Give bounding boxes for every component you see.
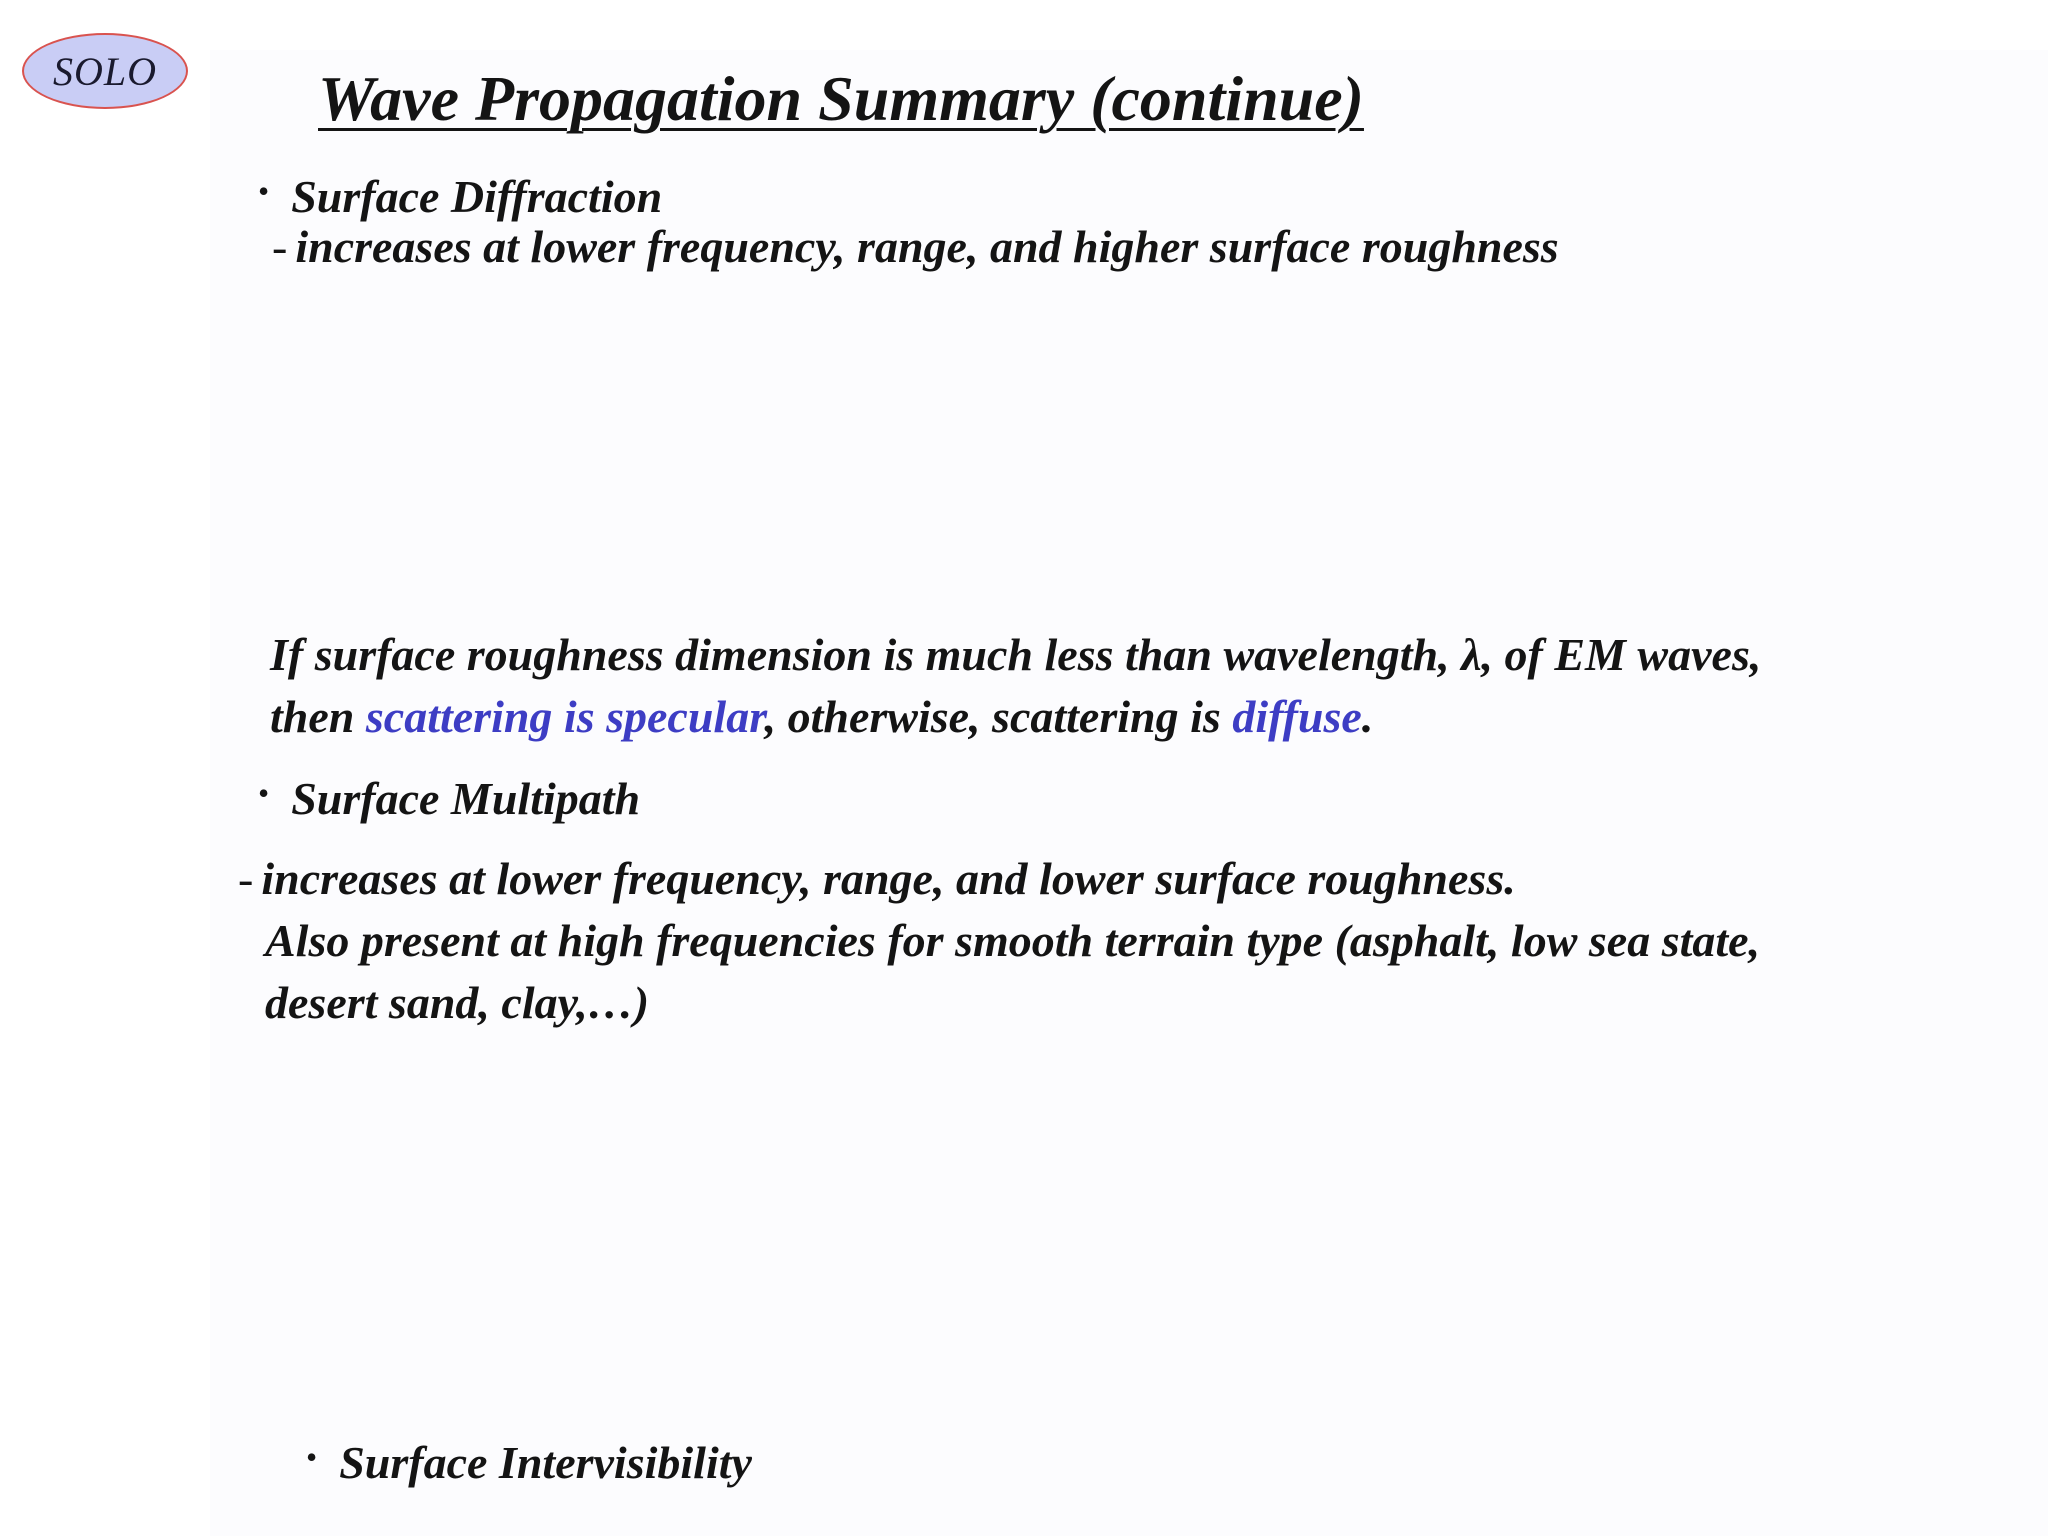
dash-marker: - [238, 853, 254, 904]
bullet-surface-intervisibility [306, 1436, 752, 1489]
diffraction-detail-text: increases at lower frequency, range, and higher surface roughness [295, 221, 1559, 272]
roughness-note-middle: , otherwise, scattering is [764, 691, 1233, 742]
solo-badge-label: SOLO [52, 48, 158, 94]
specular-highlight: scattering is specular [365, 691, 765, 742]
bullet-dot: • [258, 173, 270, 209]
diffuse-highlight: diffuse [1232, 691, 1362, 742]
multipath-detail-text: increases at lower frequency, range, and lower surface roughness. [261, 853, 1516, 904]
bullet-heading: Surface Multipath [291, 773, 641, 824]
slide-title: Wave Propagation Summary (continue) [318, 63, 1364, 134]
roughness-note-prefix: then [270, 691, 366, 742]
roughness-note-suffix: . [1361, 691, 1374, 742]
roughness-note-line1: If surface roughness dimension is much less than wavelength, λ, of EM waves, [270, 629, 1762, 680]
roughness-note-line2 [270, 690, 1373, 743]
bullet-heading: Surface Diffraction [291, 171, 663, 222]
bullet-dot: • [306, 1439, 318, 1475]
dash-marker: - [272, 221, 288, 272]
solo-badge [22, 33, 188, 109]
bullet-surface-diffraction [258, 170, 662, 223]
multipath-detail-line3: desert sand, clay,…) [265, 977, 650, 1028]
bullet-dot: • [258, 775, 270, 811]
bullet-surface-multipath [258, 772, 640, 825]
bullet-heading: Surface Intervisibility [339, 1437, 752, 1488]
multipath-detail-line1 [238, 852, 1516, 905]
diffraction-detail [272, 220, 1559, 273]
multipath-detail-line2: Also present at high frequencies for smooth terrain type (asphalt, low sea state, [265, 915, 1761, 966]
